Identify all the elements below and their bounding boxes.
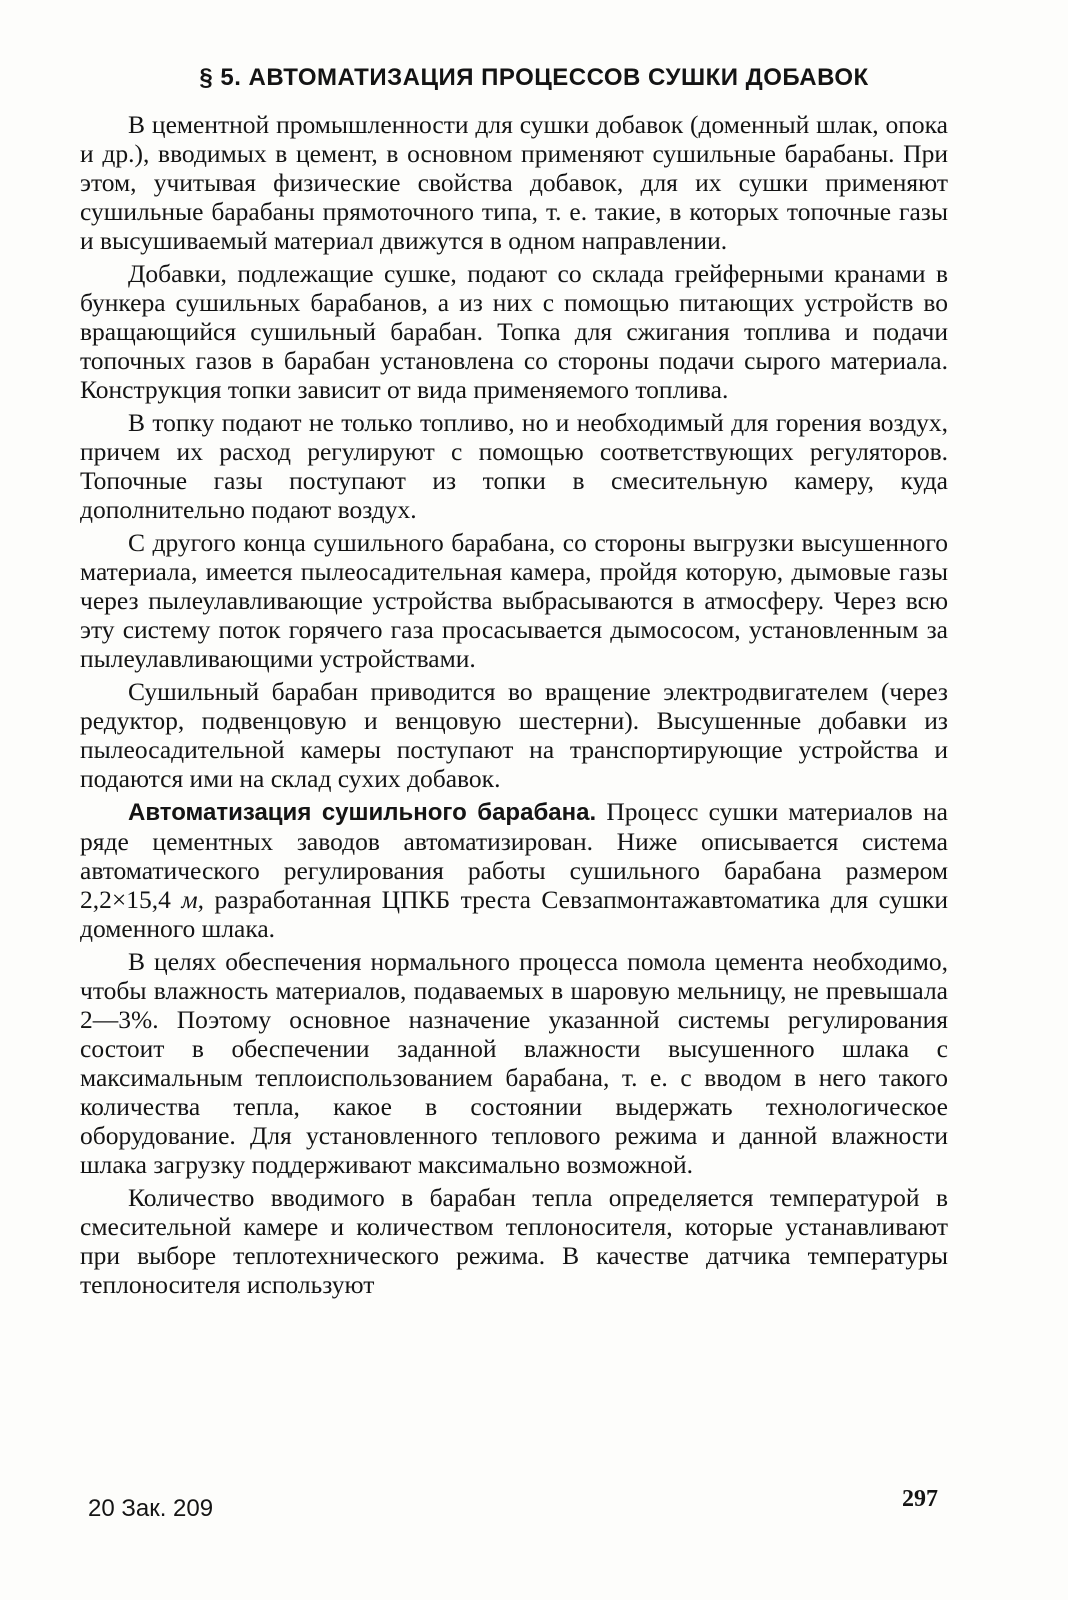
paragraph-6-text-b: разработанная ЦПКБ треста Севзапмонтажавтоматика для сушки доменного шлака. (80, 885, 948, 943)
section-heading: § 5. АВТОМАТИЗАЦИЯ ПРОЦЕССОВ СУШКИ ДОБАВОК (199, 64, 869, 91)
printer-signature: 20 Зак. 209 (88, 1495, 214, 1522)
unit-meter: м, (181, 885, 205, 914)
paragraph-6 (80, 797, 948, 943)
paragraph-7: В целях обеспечения нормального процесса помола цемента необходимо, чтобы влажность материалов, подаваемых в шаровую мельницу, не превышала 2—3%. Поэтому основное назначение указанной системы регулирования состоит в обеспечении заданной влажности высушенного шлака с максимальным теплоиспользованием барабана, т. е. с вводом в него такого количества тепла, какое в состоянии выдержать технологическое оборудование. Для установленного теплового режима и данной влажности шлака загрузку поддерживают максимально возможной. (80, 947, 948, 1179)
run-in-heading: Автоматизация сушильного барабана. (128, 799, 597, 826)
page-number: 297 (902, 1486, 938, 1512)
paragraph-3: В топку подают не только топливо, но и необходимый для горения воздух, причем их расход регулируют с помощью соответствующих регуляторов. Топочные газы поступают из топки в смесительную камеру, куда дополнительно подают воздух. (80, 408, 948, 524)
paragraph-2: Добавки, подлежащие сушке, подают со склада грейферными кранами в бункера сушильных барабанов, а из них с помощью питающих устройств во вращающийся сушильный барабан. Топка для сжигания топлива и подачи топочных газов в барабан установлена со стороны подачи сырого материала. Конструкция топки зависит от вида применяемого топлива. (80, 259, 948, 404)
body-text (80, 110, 948, 1303)
paragraph-8: Количество вводимого в барабан тепла определяется температурой в смесительной камере и количеством теплоносителя, которые устанавливают при выборе теплотехнического режима. В качестве датчика температуры теплоносителя используют (80, 1183, 948, 1299)
paragraph-4: С другого конца сушильного барабана, со стороны выгрузки высушенного материала, имеется пылеосадительная камера, пройдя которую, дымовые газы через пылеулавливающие устройства выбрасываются в атмосферу. Через всю эту систему поток горячего газа просасывается дымососом, установленным за пылеулавливающими устройствами. (80, 528, 948, 673)
paragraph-1: В цементной промышленности для сушки добавок (доменный шлак, опока и др.), вводимых в цемент, в основном применяют сушильные барабаны. При этом, учитывая физические свойства добавок, для их сушки применяют сушильные барабаны прямоточного типа, т. е. такие, в которых топочные газы и высушиваемый материал движутся в одном направлении. (80, 110, 948, 255)
paragraph-6-text-a: Процесс сушки материалов на ряде цементных заводов автоматизирован. Ниже описывается система автоматического регулирования работы сушильного барабана размером 2,2×15,4 (80, 797, 948, 914)
paragraph-5: Сушильный барабан приводится во вращение электродвигателем (через редуктор, подвенцовую и венцовую шестерни). Высушенные добавки из пылеосадительной камеры поступают на транспортирующие устройства и подаются ими на склад сухих добавок. (80, 677, 948, 793)
